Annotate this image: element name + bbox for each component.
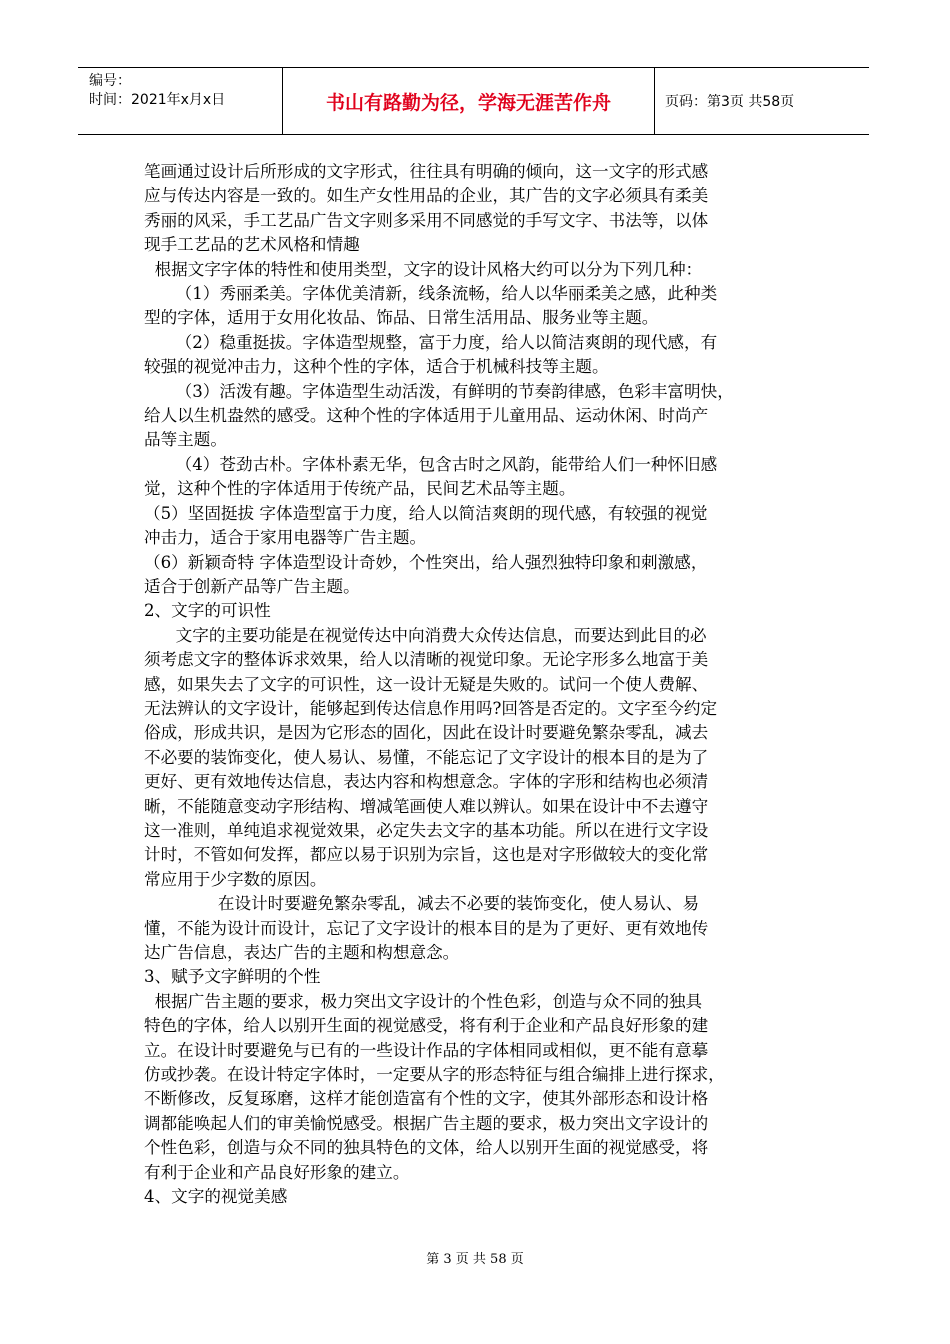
text-line: 根据广告主题的要求，极力突出文字设计的个性色彩，创造与众不同的独具 (144, 991, 703, 1011)
text-line: （1）秀丽柔美。字体优美清新，线条流畅，给人以华丽柔美之感，此种类 (144, 284, 718, 304)
header-page-indicator: 页码：第3页 共58页 (665, 94, 795, 110)
text-line: 适合于创新产品等广告主题。 (144, 576, 360, 596)
text-line: 这一准则，单纯追求视觉效果，必定失去文字的基本功能。所以在进行文字设 (144, 820, 709, 840)
text-line: 根据文字字体的特性和使用类型，文字的设计风格大约可以分为下列几种： (144, 259, 703, 279)
text-line: （5）坚固挺拔 字体造型富于力度，给人以简洁爽朗的现代感，有较强的视觉 (144, 503, 708, 523)
text-line: 文字的主要功能是在视觉传达中向消费大众传达信息，而要达到此目的必 (144, 625, 707, 645)
header-motto: 书山有路勤为径，学海无涯苦作舟 (283, 68, 655, 134)
text-line: 在设计时要避免繁杂零乱，减去不必要的装饰变化，使人易认、易 (144, 894, 700, 914)
text-line: （6）新颖奇特 字体造型设计奇妙，个性突出，给人强烈独特印象和刺激感， (144, 552, 708, 572)
text-line: 应与传达内容是一致的。如生产女性用品的企业，其广告的文字必须具有柔美 (144, 186, 709, 206)
text-line: 不断修改，反复琢磨，这样才能创造富有个性的文字，使其外部形态和设计格 (144, 1089, 709, 1109)
page-footer: 第 3 页 共 58 页 (426, 1252, 524, 1267)
text-line: 冲击力，适合于家用电器等广告主题。 (144, 528, 427, 548)
text-line: 较强的视觉冲击力，这种个性的字体，适合于机械科技等主题。 (144, 357, 609, 377)
section-heading: 2、文字的可识性 (144, 601, 271, 621)
text-line: 须考虑文字的整体诉求效果，给人以清晰的视觉印象。无论字形多么地富于美 (144, 650, 709, 670)
text-line: 仿或抄袭。在设计特定字体时，一定要从字的形态特征与组合编排上进行探求， (144, 1065, 725, 1085)
document-date-label: 时间：2021年x月x日 (89, 92, 226, 108)
section-heading: 4、文字的视觉美感 (144, 1187, 288, 1207)
text-line: 无法辨认的文字设计，能够起到传达信息作用吗?回答是否定的。文字至今约定 (144, 698, 718, 718)
text-line: 立。在设计时要避免与已有的一些设计作品的字体相同或相似，更不能有意摹 (144, 1040, 709, 1060)
text-line: （4）苍劲古朴。字体朴素无华，包含古时之风韵，能带给人们一种怀旧感 (144, 454, 718, 474)
text-line: 常应用于少字数的原因。 (144, 869, 327, 889)
text-line: 感，如果失去了文字的可识性，这一设计无疑是失败的。试问一个使人费解、 (144, 674, 709, 694)
document-body (144, 160, 824, 1209)
text-line: 晰，不能随意变动字形结构、增减笔画使人难以辨认。如果在设计中不去遵守 (144, 796, 709, 816)
text-line: 有利于企业和产品良好形象的建立。 (144, 1162, 410, 1182)
section-heading: 3、赋予文字鲜明的个性 (144, 967, 321, 987)
text-line: 调都能唤起人们的审美愉悦感受。根据广告主题的要求，极力突出文字设计的 (144, 1113, 709, 1133)
text-line: 俗成，形成共识，是因为它形态的固化，因此在设计时要避免繁杂零乱，减去 (144, 723, 709, 743)
text-line: （3）活泼有趣。字体造型生动活泼，有鲜明的节奏韵律感，色彩丰富明快， (144, 381, 734, 401)
text-line: 笔画通过设计后所形成的文字形式，往往具有明确的倾向，这一文字的形式感 (144, 162, 709, 181)
text-line: 计时，不管如何发挥，都应以易于识别为宗旨，这也是对字形做较大的变化常 (144, 845, 709, 865)
header-meta (78, 68, 283, 134)
text-line: 懂，不能为设计而设计，忘记了文字设计的根本目的是为了更好、更有效地传 (144, 918, 709, 938)
text-line: 品等主题。 (144, 430, 227, 450)
document-number-label: 编号： (89, 73, 131, 89)
text-line: 达广告信息，表达广告的主题和构想意念。 (144, 943, 460, 962)
text-line: 更好、更有效地传达信息，表达内容和构想意念。字体的字形和结构也必须清 (144, 772, 709, 792)
document-header (78, 67, 869, 135)
text-line: 型的字体，适用于女用化妆品、饰品、日常生活用品、服务业等主题。 (144, 308, 659, 328)
text-line: 现手工艺品的艺术风格和情趣 (144, 235, 360, 255)
text-line: 秀丽的风采，手工艺品广告文字则多采用不同感觉的手写文字、书法等，以体 (144, 210, 709, 230)
text-line: 给人以生机盎然的感受。这种个性的字体适用于儿童用品、运动休闲、时尚产 (144, 406, 709, 426)
text-line: （2）稳重挺拔。字体造型规整，富于力度，给人以简洁爽朗的现代感，有 (144, 332, 718, 352)
text-line: 不必要的装饰变化，使人易认、易懂，不能忘记了文字设计的根本目的是为了 (144, 747, 709, 767)
text-line: 个性色彩，创造与众不同的独具特色的文体，给人以别开生面的视觉感受，将 (144, 1138, 709, 1158)
text-line: 觉，这种个性的字体适用于传统产品，民间艺术品等主题。 (144, 479, 576, 499)
text-line: 特色的字体，给人以别开生面的视觉感受，将有利于企业和产品良好形象的建 (144, 1016, 709, 1036)
